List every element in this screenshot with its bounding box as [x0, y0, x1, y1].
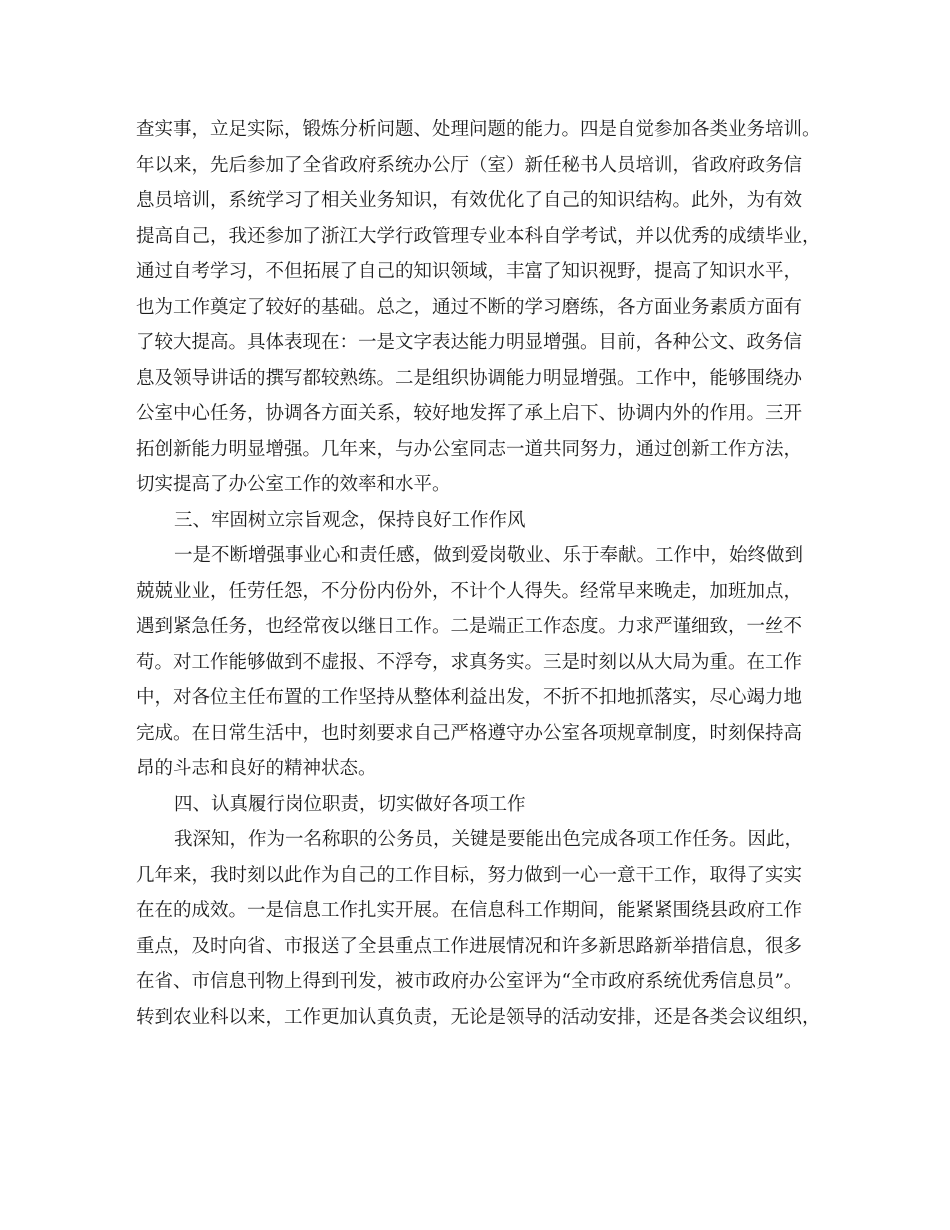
text-line: 一是不断增强事业心和责任感，做到爱岗敬业、乐于奉献。工作中，始终做到 — [174, 545, 804, 566]
text-line: 在在的成效。一是信息工作扎实开展。在信息科工作期间，能紧紧围绕县政府工作 — [136, 900, 803, 921]
text-line: 转到农业科以来，工作更加认真负责，无论是领导的活动安排，还是各类会议组织， — [136, 1006, 821, 1028]
text-line: 提高自己，我还参加了浙江大学行政管理专业本科自学考试，并以优秀的成绩毕业， — [136, 225, 821, 247]
text-line: 了较大提高。具体表现在：一是文字表达能力明显增强。目前，各种公文、政务信 — [136, 332, 803, 353]
text-line: 切实提高了办公室工作的效率和水平。 — [136, 474, 451, 495]
body-text — [136, 112, 826, 1035]
text-line: 在省、市信息刊物上得到刊发，被市政府办公室评为“全市政府系统优秀信息员”。 — [136, 971, 803, 992]
text-line: 拓创新能力明显增强。几年来，与办公室同志一道共同努力，通过创新工作方法， — [136, 438, 803, 460]
text-line: 遇到紧急任务，也经常夜以继日工作。二是端正工作态度。力求严谨细致，一丝不 — [136, 616, 803, 637]
text-line: 三、牢固树立宗旨观念，保持良好工作作风 — [174, 509, 526, 531]
text-line: 中，对各位主任布置的工作坚持从整体利益出发，不折不扣地抓落实，尽心竭力地 — [136, 687, 803, 708]
text-line: 年以来，先后参加了全省政府系统办公厅（室）新任秘书人员培训，省政府政务信 — [136, 154, 803, 176]
text-line: 几年来，我时刻以此作为自己的工作目标，努力做到一心一意干工作，取得了实实 — [136, 864, 803, 886]
text-line: 苟。对工作能够做到不虚报、不浮夸，求真务实。三是时刻以从大局为重。在工作 — [136, 651, 803, 673]
text-line: 我深知，作为一名称职的公务员，关键是要能出色完成各项工作任务。因此， — [174, 829, 804, 850]
text-line: 完成。在日常生活中，也时刻要求自己严格遵守办公室各项规章制度，时刻保持高 — [136, 722, 803, 744]
text-line: 公室中心任务，协调各方面关系，较好地发挥了承上启下、协调内外的作用。三开 — [136, 403, 803, 424]
text-line: 昂的斗志和良好的精神状态。 — [136, 758, 377, 779]
text-line: 通过自考学习，不但拓展了自己的知识领域，丰富了知识视野，提高了知识水平， — [136, 261, 803, 282]
text-line: 查实事，立足实际，锻炼分析问题、处理问题的能力。四是自觉参加各类业务培训。 — [136, 119, 821, 140]
text-line: 兢兢业业，任劳任怨，不分份内份外，不计个人得失。经常早来晚走，加班加点， — [136, 580, 803, 602]
text-line: 四、认真履行岗位职责，切实做好各项工作 — [174, 793, 526, 815]
text-line: 重点，及时向省、市报送了全县重点工作进展情况和许多新思路新举措信息，很多 — [136, 935, 803, 957]
text-line: 息及领导讲话的撰写都较熟练。二是组织协调能力明显增强。工作中，能够围绕办 — [136, 367, 803, 389]
text-line: 也为工作奠定了较好的基础。总之，通过不断的学习磨练，各方面业务素质方面有 — [136, 296, 803, 318]
text-line: 息员培训，系统学习了相关业务知识，有效优化了自己的知识结构。此外，为有效 — [136, 190, 803, 211]
